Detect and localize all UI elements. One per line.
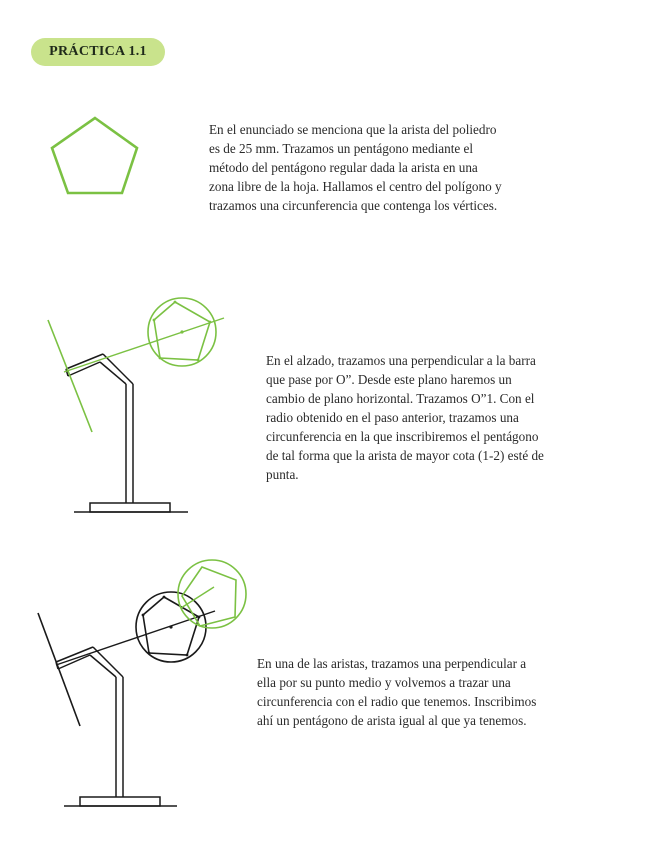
step-1-line: zona libre de la hoja. Hallamos el centro del polígono y [209,179,502,194]
step-3-line: ella por su punto medio y volvemos a trazar una [257,675,511,690]
step-1-text [209,120,589,215]
practice-title-badge: PRÁCTICA 1.1 [31,38,165,66]
step-2-line: que pase por O”. Desde este plano haremos un [266,372,512,387]
step-3-line: circunferencia con el radio que tenemos. Inscribimos [257,694,537,709]
step-2-line: cambio de plano horizontal. Trazamos O”1. Con el [266,391,535,406]
point-marks-figure-3 [142,596,201,657]
stand-figure-3 [38,592,215,806]
step-1-line: En el enunciado se menciona que la arista del poliedro [209,122,497,137]
step-3-line: En una de las aristas, trazamos una perpendicular a [257,656,527,671]
step-2-line: de tal forma que la arista de mayor cota (1-2) esté de [266,448,544,463]
step-2-line: En el alzado, trazamos una perpendicular a la barra [266,353,536,368]
step-3-line: ahí un pentágono de arista igual al que ya tenemos. [257,713,527,728]
step-1-line: es de 25 mm. Trazamos un pentágono mediante el [209,141,474,156]
stand-figure-2 [66,354,188,512]
step-2-line: radio obtenido en el paso anterior, trazamos una [266,410,519,425]
step-3-text [257,654,609,730]
step-2-line: punta. [266,467,299,482]
step-1-line: trazamos una circunferencia que contenga los vértices. [209,198,498,213]
step-2-text [266,351,618,484]
step-2-line: circunferencia en la que inscribiremos el pentágono [266,429,539,444]
step-1-line: método del pentágono regular dada la arista en una [209,160,478,175]
pentagon-figure-1 [52,118,137,193]
construction-lines-figure-3 [178,560,246,628]
point-marks-figure-2 [153,301,212,362]
